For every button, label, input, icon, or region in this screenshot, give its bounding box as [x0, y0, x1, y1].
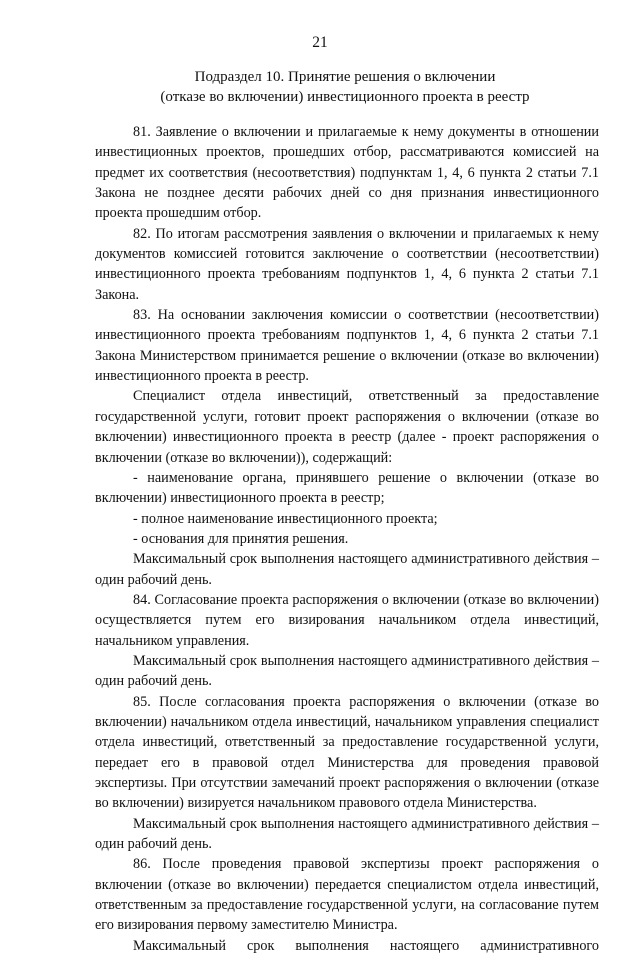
max-term-paragraph: Максимальный срок выполнения настоящего административного действия – один рабочий день.	[95, 652, 599, 690]
section-heading	[95, 67, 595, 107]
section-heading-line-2: (отказе во включении) инвестиционного проекта в реестр	[160, 89, 530, 105]
document-body	[95, 122, 599, 956]
section-heading-line-1: Подраздел 10. Принятие решения о включении	[194, 69, 496, 85]
paragraph-83: 83. На основании заключения комиссии о соответствии (несоответствии) инвестиционного проекта требованиям подпунктов 1, 4, 6 пункта 2 статьи 7.1 Закона Министерством принимается решение о включении (отказе во включении) инвестиционного проекта в реестр.	[95, 307, 599, 385]
list-item-grounds: - основания для принятия решения.	[133, 530, 349, 547]
paragraph-81: 81. Заявление о включении и прилагаемые к нему документы в отношении инвестиционных проектов, прошедших отбор, рассматриваются комиссией на предмет их соответствия (несоответствия) подпунктам 1, 4, 6 пункта 2 статьи 7.1 Закона не позднее десяти рабочих дней со дня признания инвестиционного проекта прошедшим отбор.	[95, 124, 599, 222]
max-term-paragraph: Максимальный срок выполнения настоящего административного действия – один рабочий день.	[95, 815, 599, 853]
paragraph-82: 82. По итогам рассмотрения заявления о включении и прилагаемых к нему документов комиссией готовится заключение о соответствии (несоответствии) инвестиционного проекта требованиям подпунктов 1, 4, 6 пункта 2 статьи 7.1 Закона.	[95, 225, 599, 303]
max-term-paragraph-continued: Максимальный срок выполнения настоящего административного	[133, 937, 599, 954]
paragraph-specialist-prepares: Специалист отдела инвестиций, ответственный за предоставление государственной услуги, готовит проект распоряжения о включении (отказе во включении) инвестиционного проекта в реестр (далее - проект распоряжения о включении (отказе во включении)), содержащий:	[95, 388, 599, 466]
paragraph-85: 85. После согласования проекта распоряжения о включении (отказе во включении) начальником отдела инвестиций, начальником управления специалист отдела инвестиций, ответственный за предоставление государственной услуги, передает его в правовой отдел Министерства для проведения правовой экспертизы. При отсутствии замечаний проект распоряжения о включении (отказе во включении) визируется начальником правового отдела Министерства.	[95, 693, 599, 812]
max-term-paragraph: Максимальный срок выполнения настоящего административного действия – один рабочий день.	[95, 551, 599, 588]
list-item-project-name: - полное наименование инвестиционного проекта;	[133, 510, 438, 527]
paragraph-84: 84. Согласование проекта распоряжения о включении (отказе во включении) осуществляется путем его визирования начальником отдела инвестиций, начальником управления.	[95, 591, 599, 649]
page-number: 21	[312, 34, 328, 51]
paragraph-86: 86. После проведения правовой экспертизы проект распоряжения о включении (отказе во включении) передается специалистом отдела инвестиций, ответственным за предоставление государственной услуги, на согласование путем его визирования первому заместителю Министра.	[95, 856, 599, 934]
list-item-organ-name: - наименование органа, принявшего решение о включении (отказе во включении) инвестиционного проекта в реестр;	[95, 469, 599, 507]
